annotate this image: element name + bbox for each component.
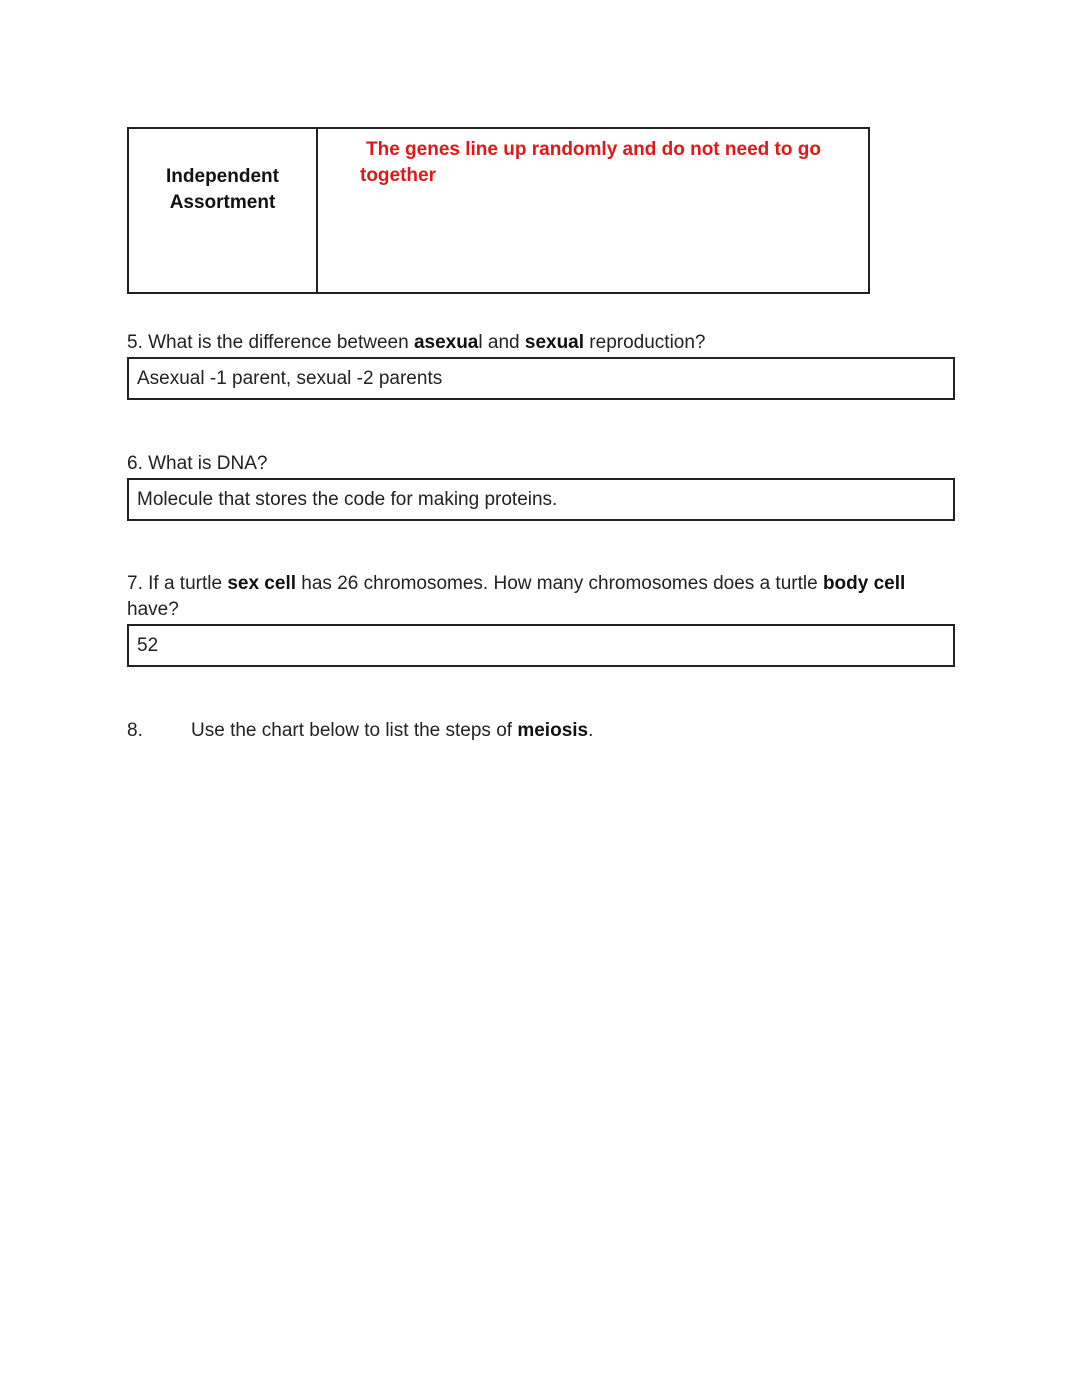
q5-prefix: 5. What is the difference between — [127, 332, 414, 353]
answer-7-text: 52 — [137, 635, 159, 656]
q7-mid: has 26 chromosomes. How many chromosomes does a turtle — [296, 573, 823, 594]
term-text — [148, 164, 298, 292]
q7-line2: have? — [127, 599, 179, 620]
term-line-1: Independent — [166, 166, 279, 187]
term-line-2: Assortment — [169, 192, 276, 213]
answer-5-text: Asexual -1 parent, sexual -2 parents — [137, 368, 443, 389]
q7-prefix: 7. If a turtle — [127, 573, 228, 594]
question-6: 6. What is DNA? — [127, 453, 268, 474]
q5-bold-asexual: asexua — [413, 332, 479, 353]
q8-number: 8. — [127, 720, 143, 741]
q7-bold-body-cell: body cell — [822, 573, 906, 594]
definition-line-1: The genes line up randomly and do not need to go — [366, 139, 821, 160]
definition-line-2: together — [360, 165, 436, 186]
q7-bold-sex-cell: sex cell — [227, 573, 296, 594]
q5-bold-sexual: sexual — [524, 332, 585, 353]
q8-bold-meiosis: meiosis — [517, 720, 589, 741]
answer-box-5[interactable] — [127, 357, 955, 400]
question-8 — [127, 718, 593, 744]
definition-cell — [318, 129, 868, 292]
q8-prefix: Use the chart below to list the steps of — [191, 720, 518, 741]
q5-suffix: reproduction? — [584, 332, 706, 353]
q5-mid: l and — [478, 332, 525, 353]
term-cell — [129, 129, 318, 292]
answer-box-7[interactable] — [127, 624, 955, 667]
vocab-table — [127, 127, 870, 294]
q8-suffix: . — [588, 720, 594, 741]
answer-box-6[interactable] — [127, 478, 955, 521]
answer-6-text: Molecule that stores the code for making proteins. — [137, 489, 558, 510]
question-5 — [127, 330, 706, 356]
question-7 — [127, 571, 905, 623]
